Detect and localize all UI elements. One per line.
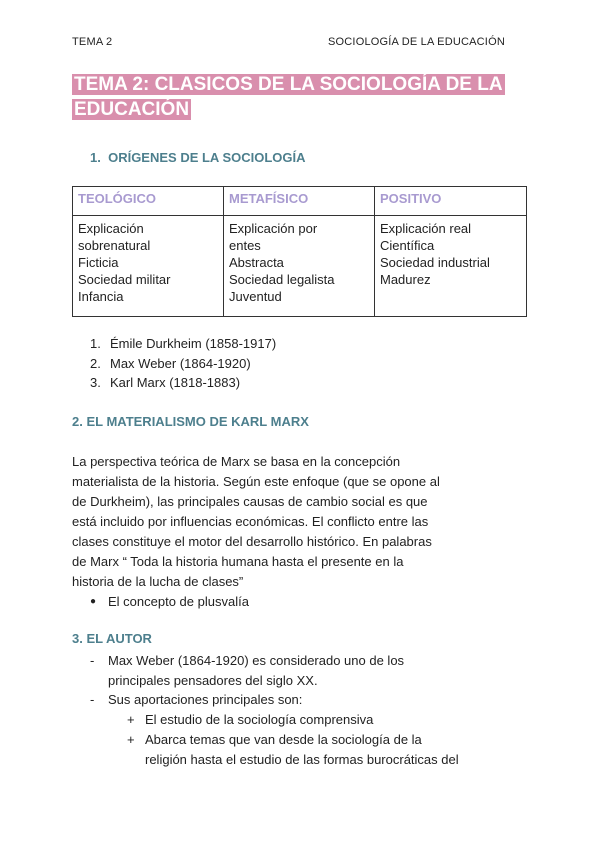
section1-title: ORÍGENES DE LA SOCIOLOGÍA — [108, 150, 306, 165]
list-number: 3. — [90, 375, 101, 390]
paragraph-line: historia de la lucha de clases” — [72, 574, 244, 589]
cell-line: Sociedad militar — [78, 272, 171, 287]
cell-line: Sociedad industrial — [380, 255, 490, 270]
paragraph-line: materialista de la historia. Según este enfoque (que se opone al — [72, 474, 440, 489]
list-text: Karl Marx (1818-1883) — [110, 375, 241, 390]
item-line: Max Weber (1864-1920) es considerado uno de los — [108, 653, 405, 668]
item-line: El estudio de la sociología comprensiva — [145, 712, 374, 727]
plus-icon: + — [127, 712, 135, 727]
table-header: METAFÍSICO — [224, 187, 375, 216]
paragraph-line: de Durkheim), las principales causas de cambio social es que — [72, 494, 428, 509]
paragraph-line: de Marx “ Toda la historia humana hasta el presente en la — [72, 554, 404, 569]
dash-icon: - — [90, 692, 95, 707]
paragraph-line: está incluido por influencias económicas. El conflicto entre las — [72, 514, 429, 529]
list-text: Max Weber (1864-1920) — [110, 355, 251, 371]
cell-line: Sociedad legalista — [229, 272, 335, 287]
table-row — [73, 216, 527, 317]
cell-line: Madurez — [380, 272, 431, 287]
authors-list — [90, 334, 276, 393]
page-title-line1: TEMA 2: CLASICOS DE LA SOCIOLOGÍA DE LA — [74, 74, 503, 95]
cell-line: sobrenatural — [78, 238, 151, 253]
list-text: Émile Durkheim (1858-1917) — [110, 336, 277, 351]
section2-paragraph — [72, 452, 538, 592]
section1-number: 1. — [90, 150, 101, 165]
item-line: Abarca temas que van desde la sociología de la — [145, 732, 422, 747]
page-title-line2: EDUCACIÓN — [74, 99, 190, 120]
page-title — [72, 72, 532, 122]
list-number: 1. — [90, 336, 101, 351]
bullet-icon: ● — [90, 596, 97, 607]
cell-line: Explicación real — [380, 221, 472, 236]
plus-item-temas — [127, 730, 459, 770]
header-right: SOCIOLOGÍA DE LA EDUCACIÓN — [328, 36, 505, 48]
section2-heading: 2. EL MATERIALISMO DE KARL MARX — [72, 414, 309, 429]
header-left: TEMA 2 — [72, 36, 113, 48]
cell-line: Infancia — [78, 289, 124, 304]
cell-line: Juventud — [229, 289, 282, 304]
item-line: principales pensadores del siglo XX. — [108, 673, 318, 688]
table-header-row — [73, 187, 527, 216]
table-cell-teologico — [73, 216, 224, 317]
plus-item-comprensiva — [127, 710, 374, 730]
plus-icon: + — [127, 732, 135, 747]
item-line: Sus aportaciones principales son: — [108, 692, 303, 707]
table-header: POSITIVO — [375, 187, 527, 216]
cell-line: Ficticia — [78, 255, 119, 270]
paragraph-line: clases constituye el motor del desarrollo histórico. En palabras — [72, 534, 432, 549]
list-item — [90, 334, 276, 354]
item-line: religión hasta el estudio de las formas burocráticas del — [145, 752, 459, 767]
cell-line: entes — [229, 238, 261, 253]
dash-item-weber — [90, 651, 405, 691]
table-cell-positivo — [375, 216, 527, 317]
list-item — [90, 373, 276, 393]
bullet-text: El concepto de plusvalía — [108, 594, 249, 609]
list-number: 2. — [90, 355, 101, 371]
cell-line: Abstracta — [229, 255, 284, 270]
cell-line: Científica — [380, 238, 435, 253]
list-item — [90, 354, 276, 374]
cell-line: Explicación por — [229, 221, 318, 236]
section3-heading: 3. EL AUTOR — [72, 631, 152, 646]
dash-icon: - — [90, 653, 95, 668]
stages-table — [72, 186, 527, 317]
table-cell-metafisico — [224, 216, 375, 317]
paragraph-line: La perspectiva teórica de Marx se basa en la concepción — [72, 454, 401, 469]
dash-item-aportaciones — [90, 690, 303, 710]
section1-heading — [90, 150, 306, 165]
bullet-item-plusvalia — [90, 592, 249, 612]
cell-line: Explicación — [78, 221, 144, 236]
table-header: TEOLÓGICO — [73, 187, 224, 216]
